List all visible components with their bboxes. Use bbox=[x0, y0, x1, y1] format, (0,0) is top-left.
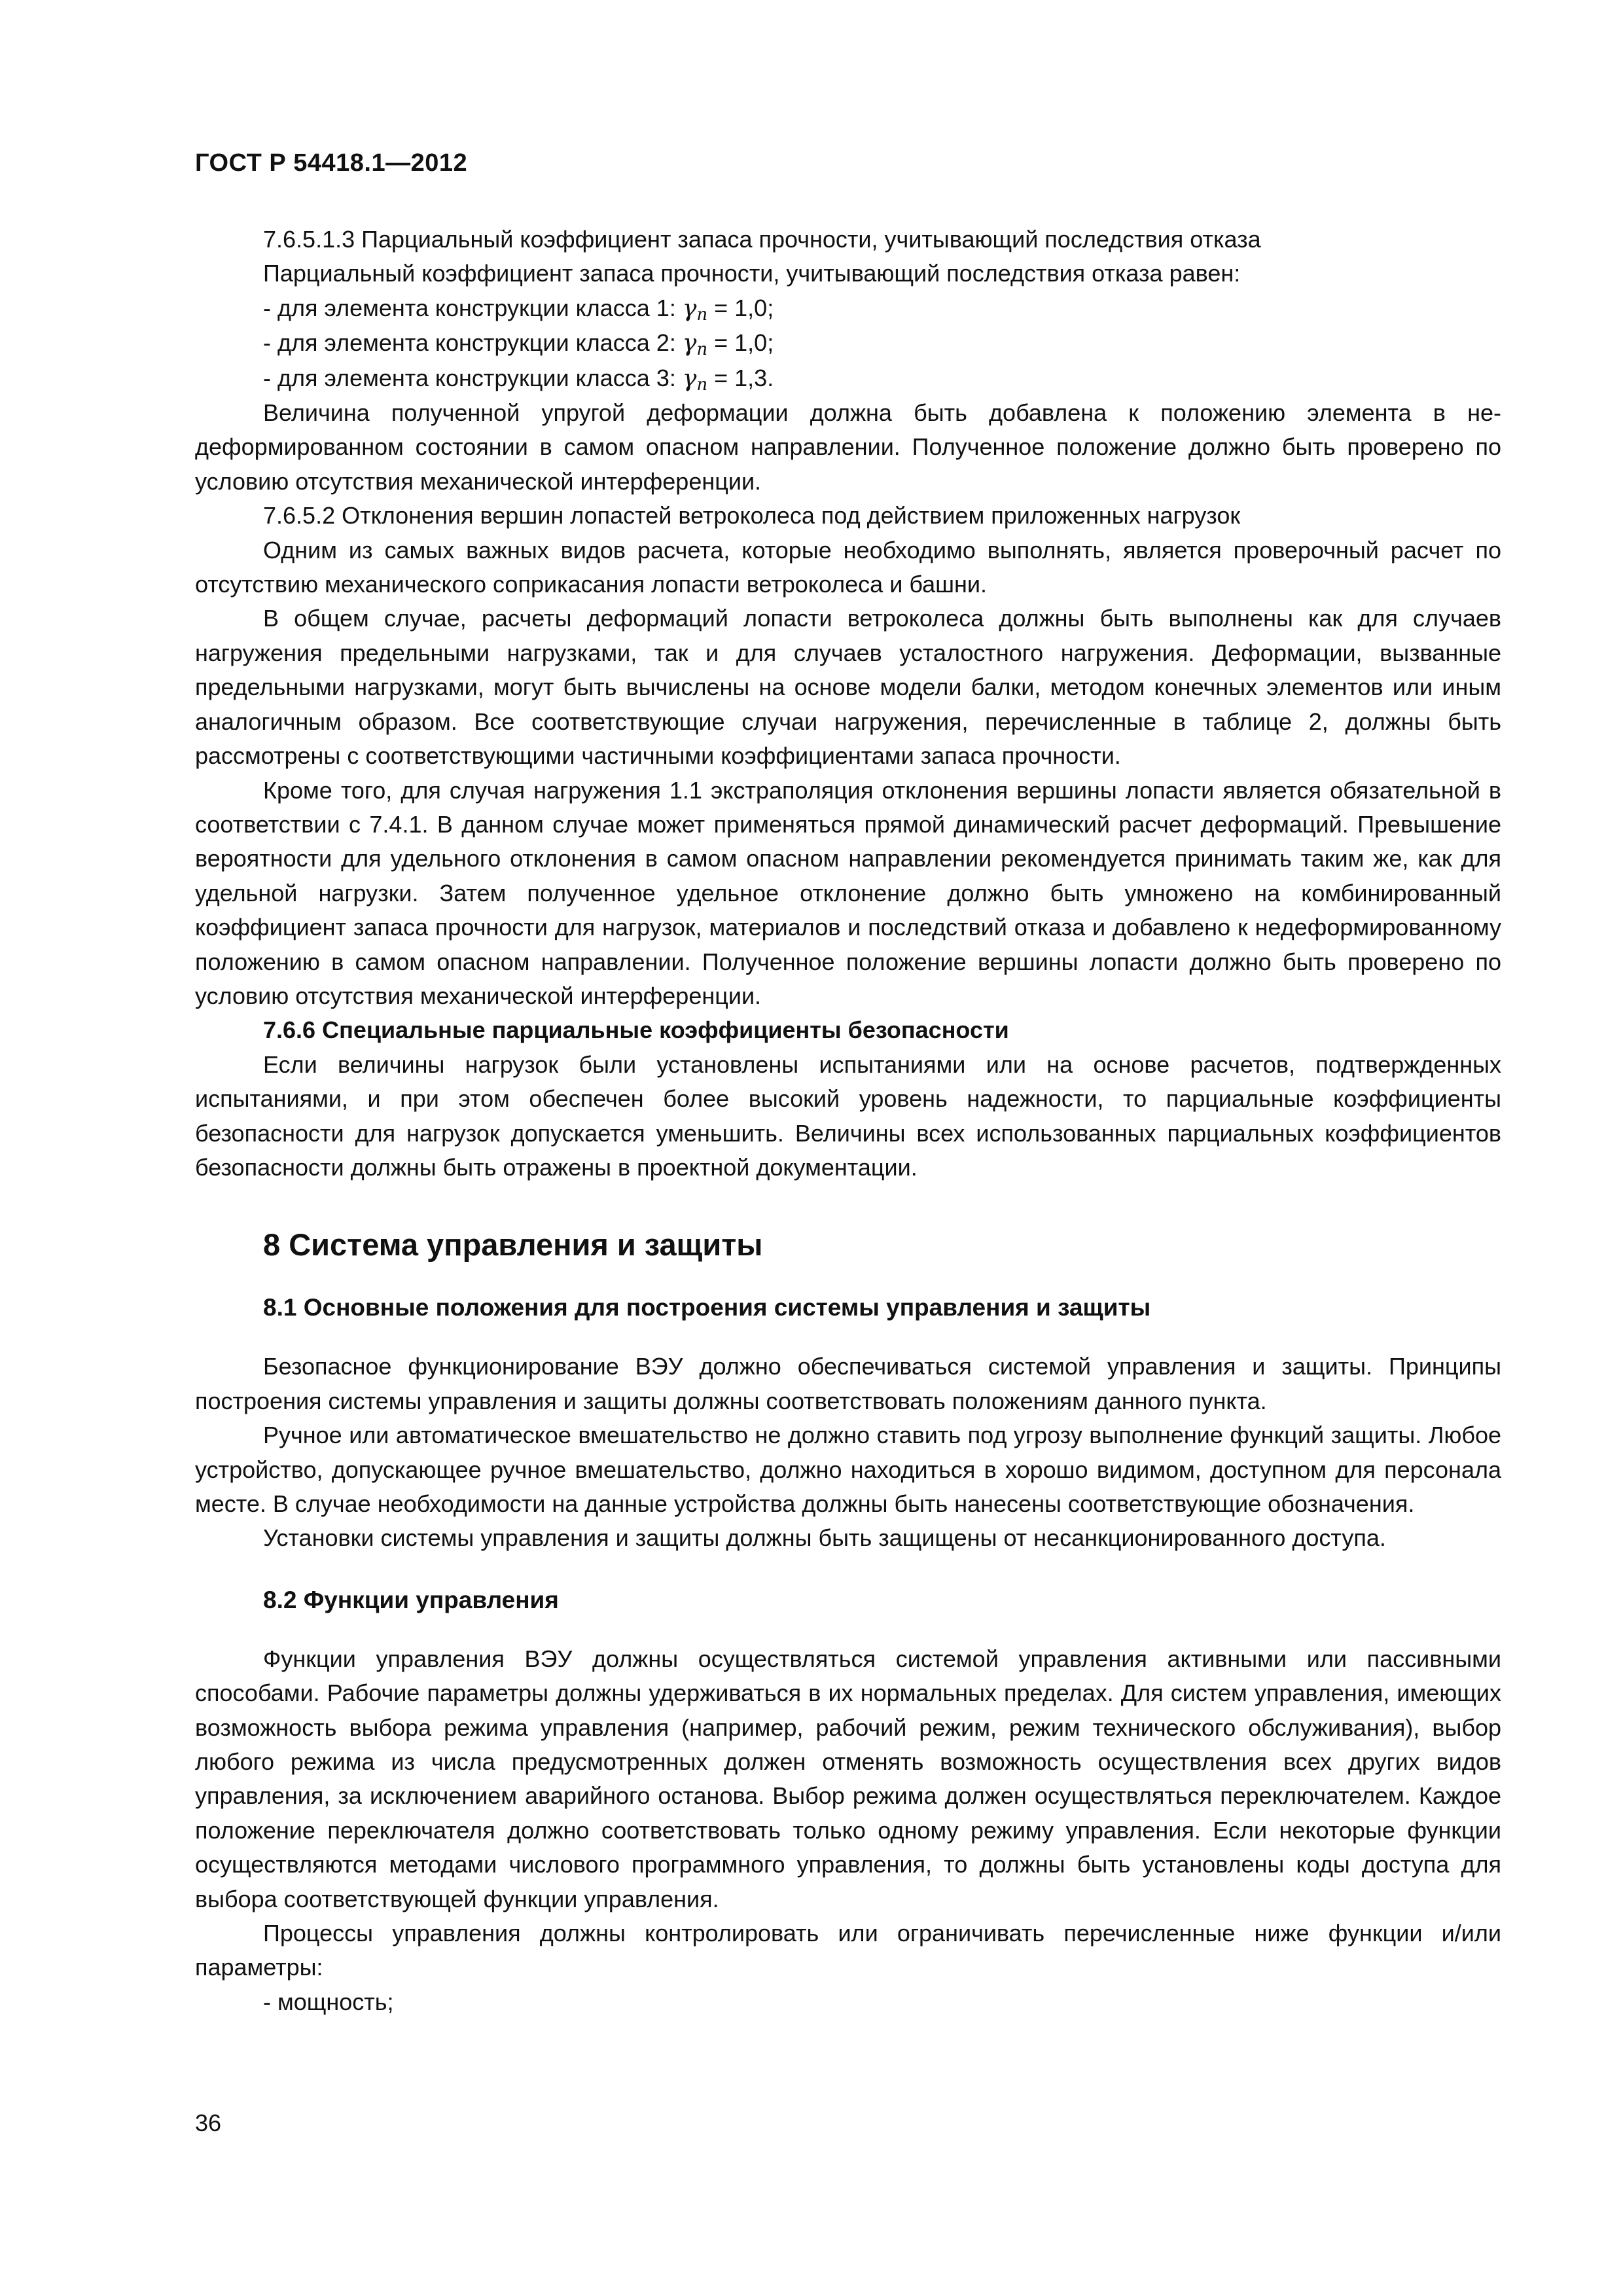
document-body bbox=[195, 223, 1501, 2019]
clause-8-1-paragraph-3: Установки системы управления и защиты должны быть защищены от несанкционированного доступа. bbox=[263, 1524, 1386, 1552]
gamma-n-symbol: $\gamma_n$ bbox=[682, 330, 708, 360]
document-header-id: ГОСТ Р 54418.1—2012 bbox=[195, 149, 468, 177]
clause-8-1-paragraph-1: Безопасное функционирование ВЭУ должно обеспечиваться системой управления и защиты. Принципы построения системы управления и защиты должны соответствовать положениям данного пункта. bbox=[195, 1353, 1501, 1414]
clause-8-2-paragraph-1: Функции управления ВЭУ должны осуществляться системой управления активными или пассивными способами. Рабочие параметры должны удерживаться в их нормальных пределах. Для систем управления, имеющих возможность выбора режима управления (например, рабочий режим, режим технического обслуживания), выбор любого режима из числа предусмотренных должен отменять возможность осуществления всех других видов управления, за исключением аварийного останова. Выбор режима должен осуществляться переключателем. Каждое положение переключателя должно соответствовать только одному режиму управления. Если некоторые функции осуществляются методами числового программного управления, то должны быть установлены коды доступа для выбора соответствующей функции управления. bbox=[195, 1645, 1501, 1912]
subsection-8-2-heading: 8.2 Функции управления bbox=[263, 1586, 559, 1613]
section-8-heading: 8 Система управления и защиты bbox=[263, 1227, 763, 1263]
list-item-class-2: - для элемента конструкции класса 2: $\gamma_n = 1,0$; bbox=[263, 329, 774, 360]
gamma-n-symbol: $\gamma_n$ bbox=[682, 365, 708, 395]
clause-8-1-paragraph-2: Ручное или автоматическое вмешательство не должно ставить под угрозу выполнение функций защиты. Любое устройство, допускающее ручное вмешательство, должно находиться в хорошо видимом, доступном для персонала месте. В случае необходимости на данные устройства должны быть нанесены соответствующие обозначения. bbox=[195, 1422, 1501, 1517]
clause-7-6-6-title: 7.6.6 Специальные парциальные коэффициенты безопасности bbox=[263, 1016, 1009, 1044]
clause-7-6-5-2-title: 7.6.5.2 Отклонения вершин лопастей ветроколеса под действием приложенных нагрузок bbox=[263, 502, 1241, 529]
subsection-8-1-heading: 8.1 Основные положения для построения системы управления и защиты bbox=[263, 1294, 1151, 1321]
clause-7-6-5-2-paragraph-1: Одним из самых важных видов расчета, которые необходимо выполнять, является проверочный расчет по отсутствию механического соприкасания лопасти ветроколеса и башни. bbox=[195, 536, 1501, 598]
clause-7-6-5-1-3-title: 7.6.5.1.3 Парциальный коэффициент запаса прочности, учитывающий последствия отказа bbox=[263, 226, 1261, 253]
clause-7-6-5-2-paragraph-2: В общем случае, расчеты деформаций лопасти ветроколеса должны быть выполнены как для случаев нагружения предельными нагрузками, так и для случаев усталостного нагружения. Деформации, вызванные предельными нагрузками, могут быть вычислены на основе модели балки, методом конечных элементов или иным аналогичным образом. Все соответствующие случаи нагружения, перечисленные в таблице 2, должны быть рассмотрены с соответствующими частичными коэффициентами запаса прочности. bbox=[195, 605, 1501, 770]
clause-7-6-5-1-3-paragraph: Величина полученной упругой деформации должна быть добавлена к положению элемента в недеформированном состоянии в самом опасном направлении. Полученное положение должно быть проверено по условию отсутствия механической интерференции. bbox=[195, 399, 1501, 495]
clause-7-6-5-1-3-intro: Парциальный коэффициент запаса прочности, учитывающий последствия отказа равен: bbox=[263, 260, 1241, 287]
clause-8-2-paragraph-2: Процессы управления должны контролировать или ограничивать перечисленные ниже функции и/или параметры: bbox=[195, 1920, 1501, 1981]
list-item-class-3: - для элемента конструкции класса 3: $\gamma_n = 1,3$. bbox=[263, 364, 774, 395]
gamma-n-symbol: $\gamma_n$ bbox=[682, 295, 708, 325]
list-item-power: - мощность; bbox=[263, 1988, 394, 2015]
page-number: 36 bbox=[195, 2109, 222, 2136]
list-item-class-1: - для элемента конструкции класса 1: $\gamma_n = 1,0$; bbox=[263, 294, 774, 325]
clause-7-6-6-paragraph: Если величины нагрузок были установлены испытаниями или на основе расчетов, подтвержденных испытаниями, и при этом обеспечен более высокий уровень надежности, то парциальные коэффициенты безопасности для нагрузок допускается уменьшить. Величины всех использованных парциальных коэффициентов безопасности должны быть отражены в проектной документации. bbox=[195, 1050, 1501, 1181]
clause-7-6-5-2-paragraph-3: Кроме того, для случая нагружения 1.1 экстраполяция отклонения вершины лопасти является обязательной в соответствии с 7.4.1. В данном случае может применяться прямой динамический расчет деформаций. Превышение вероятности для удельного отклонения в самом опасном направлении рекомендуется принимать таким же, как для удельной нагрузки. Затем полученное удельное отклонение должно быть умножено на комбинированный коэффициент запаса прочности для нагрузок, материалов и последствий отказа и добавлено к недеформированному положению в самом опасном направлении. Полученное положение вершины лопасти должно быть проверено по условию отсутствия механической интерференции. bbox=[195, 776, 1501, 1009]
